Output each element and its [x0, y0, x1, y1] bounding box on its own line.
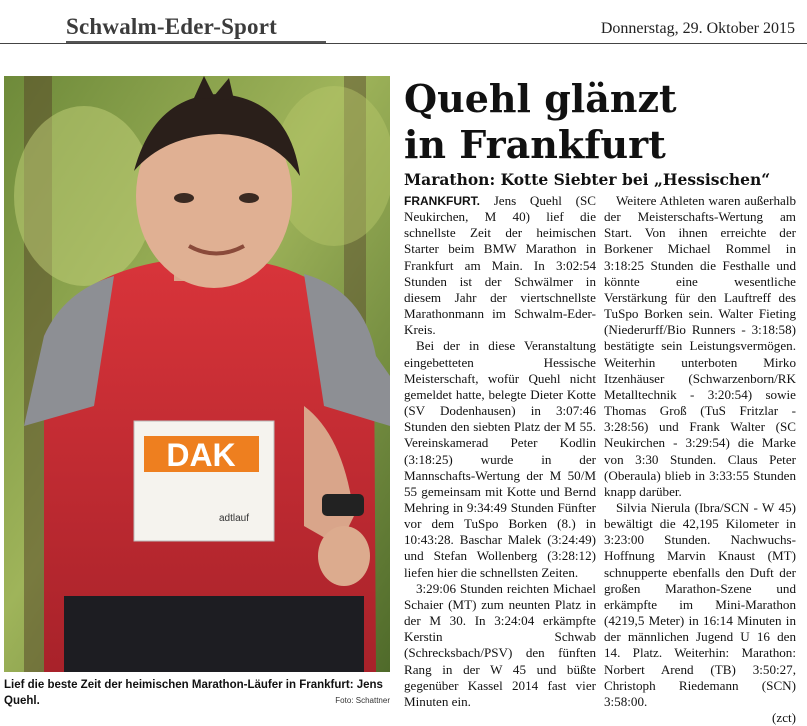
- headline-line-1: Quehl glänzt: [404, 76, 677, 121]
- paragraph: 3:29:06 Stunden reichten Michael Schaier (MT) zum neunten Platz in der M 30. In 3:24:04 erkämpfte Kerstin Schwab (Schrecksbach/PSV) den fünften Rang in der W 45 und büßte gegenüber Kassel 2014 fast vier Minuten ein.: [404, 580, 596, 709]
- dateline: FRANKFURT.: [404, 194, 480, 208]
- photo-caption: [4, 677, 390, 709]
- headline: [404, 76, 804, 168]
- author-signoff: (zct): [772, 710, 796, 725]
- paragraph-text: Jens Quehl (SC Neukirchen, M 40) lief die schnellste Zeit der heimischen Starter beim BMW Marathon in Frankfurt am Main. In 3:02:54 Stunden ist der Schwälmer in diesem Jahr der viertschnellste Marathonmann im Schwalm-Eder-Kreis.: [404, 193, 596, 338]
- paragraph: Weitere Athleten waren außerhalb der Meisterschafts-Wertung am Start. Von ihnen erreichte der Borkener Michael Rommel in 3:18:25 Stunden die Festhalle und könnte eine wesentliche Verstärkung für den Lauftreff des TuSpo Borken sein. Walter Fieting (Niederurff/Bio Runners - 3:18:58) bestätigte sein Leistungsvermögen. Weiterhin unterboten Mirko Itzenhäuser (Schwarzenborn/RK Metalltechnik - 3:20:54) sowie Thomas Groß (TuS Fritzlar - 3:28:56) und Frank Walter (SC Neukirchen - 3:29:54) die Marke von 3:30 Stunden. Claus Peter (Oberaula) blieb in 3:33:55 Stunden knapp darüber.: [604, 193, 796, 499]
- header-divider: [0, 43, 807, 44]
- issue-date: Donnerstag, 29. Oktober 2015: [600, 20, 795, 37]
- page-header: [0, 0, 807, 44]
- paragraph: Bei der in diese Veranstaltung eingebetteten Hessische Meisterschaft, wofür Quehl nicht gemeldet hatte, belegte Dieter Kotte (SV Dodenhausen) in 3:07:46 Stunden den siebten Platz der M 55. Vereinskamerad Peter Kodlin (3:18:25) wurde in der Mannschafts-Wertung der M 50/M 55 gemeinsam mit Kotte und Bernd Mehring in 9:34:49 Stunden Fünfter vor dem TuSpo Borken (8.) in 10:43:28. Baschar Malek (3:24:49) und Stefan Wollenberg (3:28:12) liefen hier die schnellsten Zeiten.: [404, 338, 596, 580]
- photo-credit: Foto: Schattner: [335, 696, 390, 705]
- caption-text: Lief die beste Zeit der heimischen Marathon-Läufer in Frankfurt: Jens Quehl.: [4, 679, 383, 707]
- runner-photo: [4, 76, 390, 672]
- paragraph: Silvia Nierula (Ibra/SCN - W 45) bewältigt die 42,195 Kilometer in 3:23:00 Stunden. Nachwuchs-Hoffnung Marvin Knaust (MT) schnupperte ebenfalls den Duft der großen Marathon-Szene und erkämpfte im Mini-Marathon (4219,5 Meter) in 16:14 Minuten in der männlichen Jugend U 16 den 14. Platz. Weiterhin: Marathon: Norbert Arend (TB) 3:50:27, Christoph Riedemann (SCN) 3:58:00.: [604, 499, 796, 709]
- bib-logo-text: DAK: [166, 437, 236, 473]
- paragraph: [404, 193, 596, 338]
- article-column-2: [604, 193, 796, 726]
- headline-line-2: in Frankfurt: [404, 122, 666, 167]
- bib-small-text: adtlauf: [218, 513, 250, 524]
- subheadline: Marathon: Kotte Siebter bei „Hessischen“: [404, 170, 771, 189]
- article-column-1: [404, 193, 596, 710]
- section-title: Schwalm-Eder-Sport: [66, 14, 278, 39]
